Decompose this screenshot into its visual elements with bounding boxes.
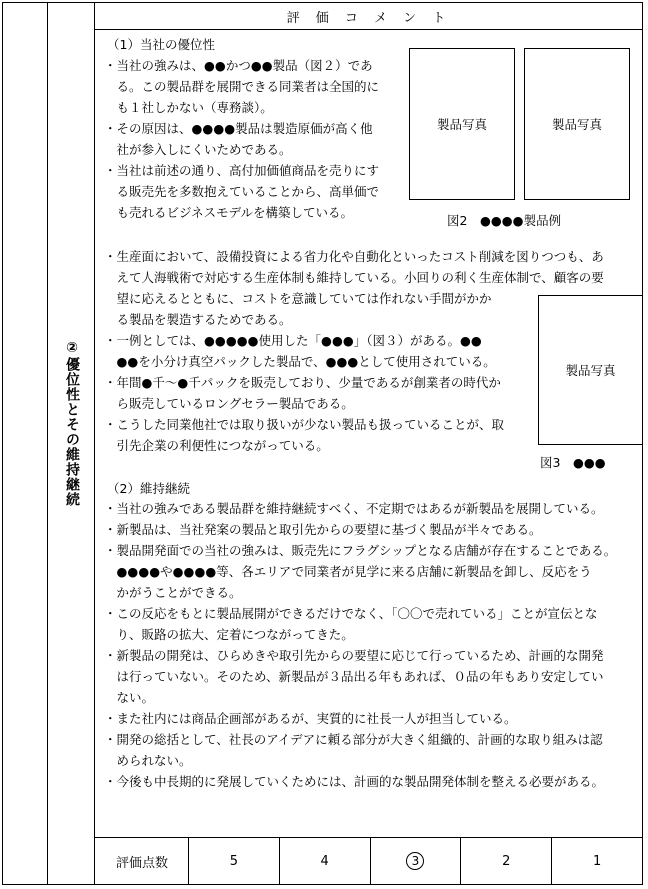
- score-option-4[interactable]: [279, 838, 370, 884]
- product-photo-2: [524, 48, 630, 200]
- fig2-caption: 図2 ●●●●製品例: [447, 213, 562, 228]
- column-divider-1: [47, 2, 48, 885]
- score-label: 評価点数: [115, 855, 168, 871]
- text-line: ・また社内には商品企画部があるが、実質的に社長一人が担当している。: [104, 711, 517, 726]
- text-line: ・開発の総括として、社長のアイデアに頼る部分が大きく組織的、計画的な取り組みは認: [104, 732, 603, 747]
- text-line: る製品を製造するためである。: [104, 312, 292, 327]
- text-line: は行っていない。そのため、新製品が３品出る年もあれば、０品の年もあり安定してい: [104, 669, 604, 684]
- product-photo-1-label: 製品写真: [436, 117, 487, 132]
- score-row: [96, 838, 642, 884]
- score-option-5[interactable]: [188, 838, 279, 884]
- text-line: 社が参入しにくいためである。: [104, 142, 292, 157]
- side-label: ②優位性とその維持継続: [64, 340, 80, 507]
- text-line: ・新製品の開発は、ひらめきや取引先からの要望に応じて行っているため、計画的な開発: [104, 648, 604, 663]
- score-option-label: 1: [592, 853, 602, 869]
- text-line: ・一例としては、●●●●●使用した「●●●」（図３）がある。●●: [104, 333, 482, 348]
- text-line: も１社しかない（専務談）。: [104, 100, 273, 115]
- score-option-label: 4: [320, 853, 329, 869]
- text-line: ・その原因は、●●●●製品は製造原価が高く他: [104, 121, 373, 136]
- text-line: められない。: [104, 753, 192, 768]
- text-line: 望に応えるとともに、コストを意識していては作れない手間がかか: [104, 291, 492, 306]
- score-option-label: 5: [229, 853, 239, 869]
- text-line: ・当社の強みは、●●かつ●●製品（図２）であ: [104, 58, 373, 73]
- section2-heading: （2）維持継続: [107, 481, 190, 496]
- score-option-label: 2: [502, 853, 511, 869]
- product-photo-3-label: 製品写真: [565, 363, 616, 378]
- text-line: ●●●●や●●●●等、各エリアで同業者が見学に来る店舗に新製品を卸し、反応をう: [104, 564, 592, 579]
- text-line: ・製品開発面での当社の強みは、販売先にフラグシップとなる店舗が存在することである。: [104, 543, 617, 558]
- score-option-label: 3: [406, 852, 424, 870]
- text-line: ない。: [104, 690, 155, 705]
- text-line: 引先企業の利便性につながっている。: [104, 438, 329, 453]
- text-line: ・年間●千～●千パックを販売しており、少量であるが創業者の時代か: [104, 375, 501, 390]
- text-line: えて人海戦術で対応する生産体制も維持している。小回りの利く生産体制で、顧客の要: [104, 270, 604, 285]
- product-photo-1: [409, 48, 515, 200]
- text-line: ●●を小分け真空パックした製品で、●●●として使用されている。: [104, 354, 496, 369]
- comment-header: 評 価 コ メ ン ト: [286, 10, 452, 26]
- text-line: ・今後も中長期的に発展していくためには、計画的な製品開発体制を整える必要がある。: [104, 774, 605, 789]
- side-label-cell: [50, 340, 94, 550]
- text-line: ・この反応をもとに製品展開ができるだけでなく、「〇〇で売れている」ことが宣伝とな: [104, 606, 598, 621]
- product-photo-2-label: 製品写真: [551, 117, 602, 132]
- text-line: ・生産面において、設備投資による省力化や自動化といったコスト削減を図りつつも、あ: [104, 249, 604, 264]
- text-line: ・こうした同業他社では取り扱いが少ない製品も扱っていることが、取: [104, 417, 505, 432]
- text-line: る。この製品群を展開できる同業者は全国的に: [104, 79, 380, 94]
- text-line: も売れるビジネスモデルを構築している。: [104, 205, 354, 220]
- text-line: り、販路の拡大、定着につながってきた。: [104, 627, 354, 642]
- text-line: ・当社の強みである製品群を維持継続すべく、不定期ではあるが新製品を展開している。: [104, 501, 604, 516]
- score-option-1[interactable]: [551, 838, 642, 884]
- section1-heading: （1）当社の優位性: [107, 37, 215, 52]
- product-photo-3: [538, 295, 643, 445]
- text-line: る販売先を多数抱えていることから、高単価で: [104, 184, 380, 199]
- text-line: ・新製品は、当社発案の製品と取引先からの要望に基づく製品が半々である。: [104, 522, 542, 537]
- score-option-2[interactable]: [460, 838, 551, 884]
- column-divider-2: [94, 2, 95, 885]
- text-line: かがうことができる。: [104, 585, 242, 600]
- text-line: ・当社は前述の通り、高付加価値商品を売りにす: [104, 163, 380, 178]
- score-option-3[interactable]: [370, 838, 461, 884]
- text-line: ら販売しているロングセラー製品である。: [104, 396, 354, 411]
- header-divider: [95, 29, 643, 30]
- fig3-caption: 図3 ●●●: [540, 455, 606, 470]
